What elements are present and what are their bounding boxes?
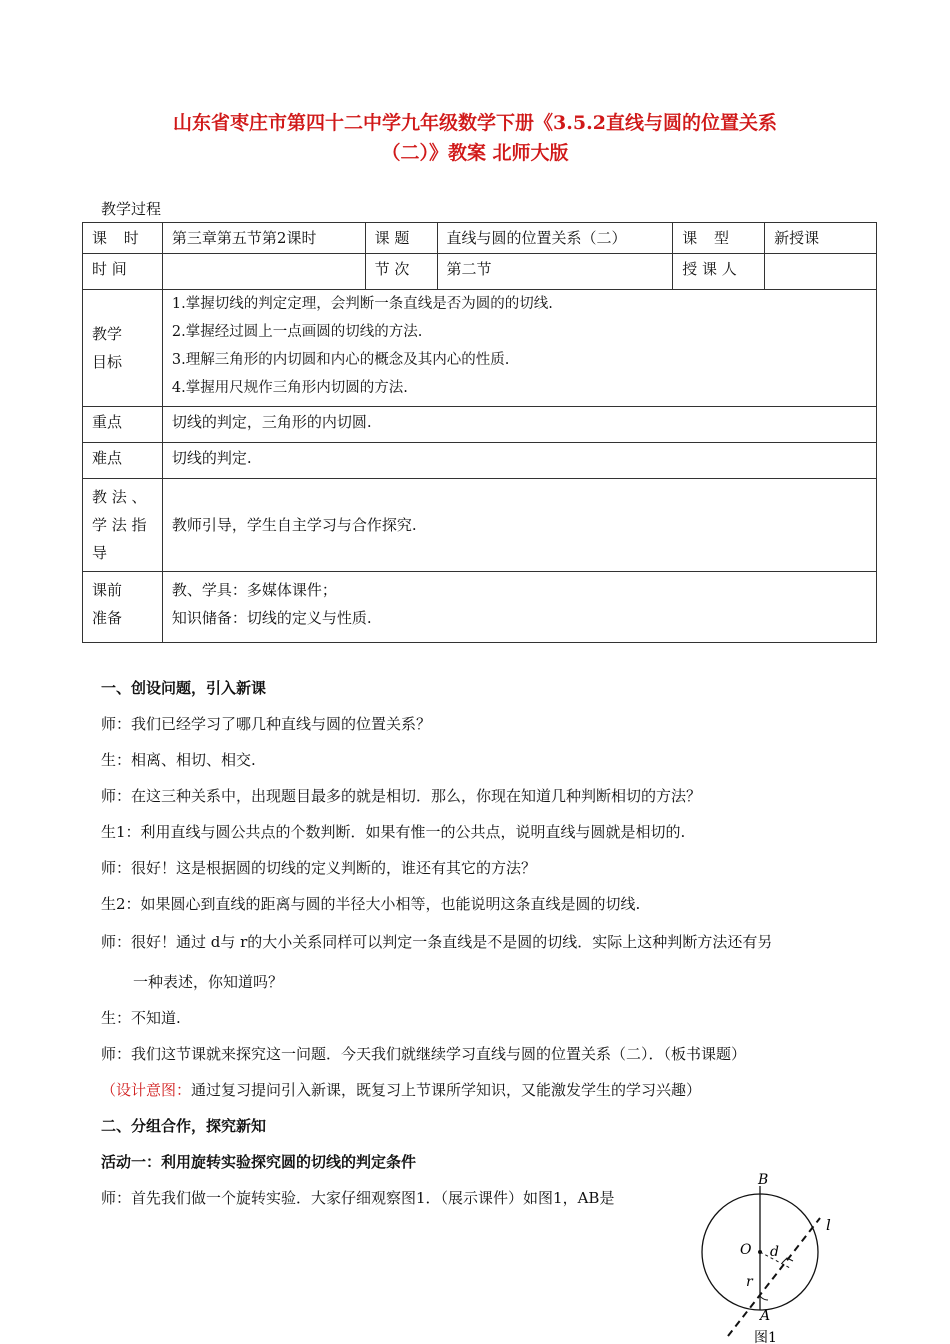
label-preparation: 课前 准备 [83,572,163,643]
label-l: l [826,1216,831,1234]
dialogue-line: 师：很好！通过 d与 r的大小关系同样可以判定一条直线是不是圆的切线．实际上这种判断方法还有另 [101,933,773,951]
center-point [758,1250,762,1254]
figure-circle-tangent [690,1168,850,1344]
line-l [728,1218,820,1336]
table-row [83,572,877,643]
dialogue-line: 生1：利用直线与圆公共点的个数判断．如果有惟一的公共点，说明直线与圆就是相切的. [101,823,686,841]
design-intent [101,1072,861,1108]
list-item: 2.掌握经过圆上一点画圆的切线的方法. [171,324,423,340]
label-lesson-type: 课 型 [673,223,765,254]
value-key-points: 切线的判定，三角形的内切圆. [162,407,876,443]
label-o: O [740,1242,752,1258]
table-row [83,443,877,479]
label-r: r [746,1274,753,1290]
value-lesson-type: 新授课 [765,223,877,254]
value-period: 第二节 [437,254,673,290]
table-row [83,254,877,290]
design-intent-label: （设计意图： [101,1081,192,1099]
label-period: 节 次 [365,254,437,290]
activity-heading: 活动一：利用旋转实验探究圆的切线的判定条件 [101,1153,417,1171]
dialogue-line: 师：我们这节课就来探究这一问题．今天我们就继续学习直线与圆的位置关系（二）．（板书课题） [101,1045,747,1063]
section-heading: 一、创设问题，引入新课 [101,679,267,697]
figure-caption: 图1 [754,1330,777,1344]
design-intent-text: 通过复习提问引入新课，既复习上节课所学知识，又能激发学生的学习兴趣） [191,1081,702,1099]
value-time [162,254,365,290]
value-class-hours: 第三章第五节第2课时 [162,223,365,254]
title-line-1: 山东省枣庄市第四十二中学九年级数学下册《3.5.2直线与圆的位置关系 [173,112,777,134]
dialogue-line: 师：很好！这是根据圆的切线的定义判断的，谁还有其它的方法？ [101,859,537,877]
list-item: 3.理解三角形的内切圆和内心的概念及其内心的性质. [171,352,510,368]
label-class-hours: 课 时 [83,223,163,254]
dialogue-line: 师：在这三种关系中，出现题目最多的就是相切．那么，你现在知道几种判断相切的方法？ [101,787,702,805]
table-row [83,479,877,572]
label-d: d [770,1244,779,1260]
dialogue-line: 生2：如果圆心到直线的距离与圆的半径大小相等，也能说明这条直线是圆的切线. [101,895,641,913]
value-topic: 直线与圆的位置关系（二） [437,223,673,254]
dialogue-line-continued: 一种表述，你知道吗？ [133,973,284,991]
label-topic: 课 题 [365,223,437,254]
label-methods: 教 法 、 学 法 指 导 [83,479,163,572]
title-line-2: （二）》教案 北师大版 [381,142,569,164]
label-b: B [758,1172,769,1188]
dialogue-line: 师：我们已经学习了哪几种直线与圆的位置关系？ [101,715,432,733]
dialogue-line: 师：首先我们做一个旋转实验．大家仔细观察图1．（展示课件）如图1，AB是 [101,1189,615,1207]
value-methods: 教师引导，学生自主学习与合作探究. [162,479,876,572]
dialogue-line: 生：不知道. [101,1009,181,1027]
label-difficult-points: 难点 [83,443,163,479]
value-teacher [765,254,877,290]
document-title [60,108,890,168]
label-time: 时 间 [83,254,163,290]
goals-list [162,290,876,407]
process-label: 教学过程 [101,200,162,218]
label-teacher: 授 课 人 [673,254,765,290]
angle-arc [760,1296,768,1300]
label-a: A [760,1308,771,1324]
table-row [83,290,877,407]
lesson-body [101,670,861,1216]
table-row [83,223,877,254]
dialogue-line: 生：相离、相切、相交. [101,751,256,769]
label-key-points: 重点 [83,407,163,443]
list-item: 4.掌握用尺规作三角形内切圆的方法. [171,380,408,396]
lesson-plan-table [82,222,877,643]
value-preparation: 教、学具：多媒体课件； 知识储备：切线的定义与性质. [162,572,876,643]
label-goals: 教学 目标 [83,290,163,407]
table-row [83,407,877,443]
list-item: 1.掌握切线的判定定理，会判断一条直线是否为圆的的切线. [171,296,553,312]
section-heading: 二、分组合作，探究新知 [101,1117,267,1135]
value-difficult-points: 切线的判定. [162,443,876,479]
